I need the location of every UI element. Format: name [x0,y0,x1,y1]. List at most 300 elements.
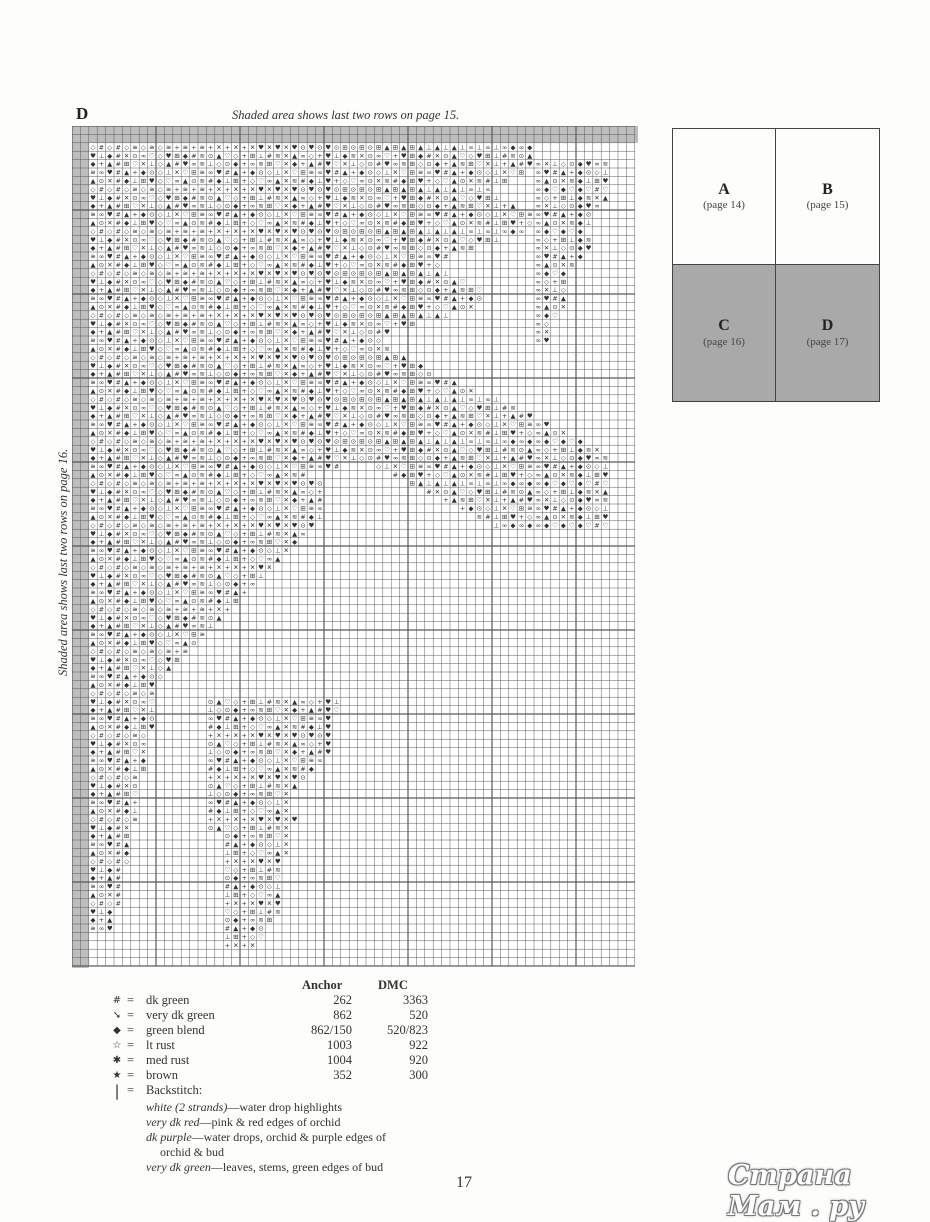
chart-symbol: ≋ [199,378,205,387]
chart-symbol: ◆ [544,227,550,236]
chart-symbol: ✕ [249,185,256,194]
chart-symbol: ≋ [132,689,138,698]
chart-symbol: ♡ [132,370,138,379]
chart-symbol: + [443,454,449,463]
chart-symbol: ⊥ [132,555,138,563]
chart-symbol: ♥ [510,219,516,227]
chart-symbol: ♡ [132,538,138,547]
chart-symbol: ◇ [544,193,550,202]
chart-symbol: ✕ [266,773,273,782]
chart-symbol: ✕ [468,471,474,479]
chart-symbol: ♡ [165,639,172,647]
chart-symbol: ≋ [476,177,483,185]
chart-symbol: ◇ [266,168,272,177]
chart-symbol: ◇ [560,160,566,169]
chart-symbol: ◆ [250,210,256,219]
chart-symbol: ✕ [216,815,222,824]
chart-symbol: ♥ [417,387,424,395]
chart-symbol: ✕ [392,420,399,429]
chart-symbol: ✕ [233,731,239,740]
chart-symbol: ⊥ [224,597,231,605]
chart-symbol: # [115,177,121,185]
chart-symbol: ⊙ [224,454,231,463]
chart-symbol: ✕ [434,487,441,496]
chart-symbol: ⊙ [224,790,231,799]
chart-symbol: ✕ [283,412,289,421]
chart-symbol: ◆ [90,202,96,211]
chart-symbol: ✕ [560,303,567,311]
chart-symbol: ⊙ [333,353,340,362]
chart-symbol: ✕ [174,630,180,639]
chart-symbol: ⊞ [249,907,256,916]
chart-symbol: ⊞ [140,597,147,605]
chart-symbol: ✕ [216,773,222,782]
chart-symbol: ◆ [90,328,96,337]
chart-symbol: ✕ [107,681,113,689]
chart-symbol: ◆ [216,177,222,185]
chart-symbol: ⊙ [207,319,214,328]
chart-symbol: ⊙ [224,244,231,253]
chart-symbol: ♡ [224,235,231,244]
chart-symbol: ◆ [418,445,424,454]
chart-symbol: ⊙ [317,353,323,362]
chart-symbol: ♥ [325,723,332,731]
very-dk-green-symbol-icon: ➘ [112,1010,122,1021]
chart-symbol: ♥ [90,277,96,286]
chart-symbol: ◇ [250,345,256,353]
chart-symbol: ⊞ [594,177,600,185]
chart-symbol: ◇ [157,563,163,572]
chart-symbol: ≋ [275,529,281,538]
chart-symbol: ≋ [199,580,205,589]
chart-symbol: + [174,143,180,152]
chart-symbol: ◇ [418,412,424,421]
chart-symbol: ⊙ [333,311,340,320]
chart-symbol: ▲ [308,748,314,757]
page-number: 17 [456,1174,472,1191]
chart-symbol: ⊙ [569,160,575,169]
chart-symbol: # [174,622,180,631]
chart-symbol: ✕ [140,370,147,379]
chart-symbol: ⊞ [174,235,180,244]
chart-symbol: ⊙ [367,345,373,353]
chart-symbol: ♥ [90,655,96,664]
chart-symbol: ⊙ [132,445,138,454]
chart-symbol: ◇ [308,445,314,454]
chart-symbol: ∞ [535,227,541,236]
chart-symbol: ◇ [140,689,146,698]
chart-symbol: + [241,319,247,328]
chart-symbol: ⊞ [174,655,180,664]
chart-symbol: ♡ [182,420,189,429]
chart-symbol: ✕ [468,387,474,395]
chart-symbol: ◇ [434,261,440,269]
chart-symbol: ◇ [107,647,113,656]
chart-symbol: # [115,227,121,236]
chart-symbol: ▲ [90,219,96,227]
chart-symbol: ⊞ [174,277,180,286]
chart-symbol: ◇ [140,227,146,236]
chart-symbol: ∞ [468,143,474,152]
chart-symbol: ≋ [90,252,96,261]
chart-symbol: ◇ [342,261,348,269]
chart-symbol: ≋ [350,319,357,328]
chart-symbol: ✕ [560,471,567,479]
chart-symbol: ∞ [485,479,491,488]
chart-symbol: ♥ [585,454,592,463]
chart-symbol: ⊞ [409,235,415,244]
chart-symbol: ▲ [275,849,281,857]
chart-symbol: ◇ [124,521,130,530]
chart-symbol: ◇ [157,672,163,681]
chart-symbol: ✕ [174,546,180,555]
chart-symbol: + [518,429,525,437]
chart-symbol: ⊞ [359,395,365,404]
chart-symbol: ♥ [325,277,332,286]
chart-symbol: ⊞ [409,160,415,169]
chart-symbol: # [300,345,306,353]
chart-symbol: ⊞ [468,244,474,253]
chart-symbol: + [224,395,231,404]
chart-symbol: ∞ [535,420,541,429]
chart-symbol: ⊥ [98,235,105,244]
chart-symbol: ⊙ [367,269,373,278]
chart-symbol: ⊥ [258,865,264,874]
chart-symbol: ⊥ [350,328,357,337]
chart-symbol: ⊙ [132,277,138,286]
chart-symbol: ∞ [300,361,306,370]
chart-symbol: ⊞ [300,252,306,261]
chart-symbol: ♡ [182,546,189,555]
chart-symbol: ∞ [426,378,432,387]
chart-symbol: ◆ [544,521,550,530]
chart-symbol: ◆ [577,227,583,236]
chart-symbol: ∞ [249,706,256,715]
chart-symbol: ⊙ [224,496,231,505]
chart-symbol: ✕ [233,395,239,404]
chart-symbol: ⊥ [207,496,214,505]
chart-symbol: ◇ [485,504,491,513]
chart-symbol: ⊙ [350,269,357,278]
chart-symbol: ∞ [174,639,180,647]
chart-symbol: ⊞ [191,420,197,429]
chart-symbol: # [174,538,180,547]
key-page: (page 16) [703,335,745,348]
chart-symbol: ∞ [535,210,541,219]
chart-symbol: + [569,210,575,219]
chart-symbol: ✕ [283,832,289,841]
chart-symbol: ⊙ [367,336,373,345]
chart-symbol: + [224,353,231,362]
chart-symbol: ♥ [291,773,298,782]
chart-symbol: + [191,395,197,404]
chart-symbol: ≋ [401,286,407,295]
chart-symbol: ♡ [459,235,466,244]
chart-symbol: ♡ [400,294,407,303]
chart-symbol: ♡ [291,756,298,765]
chart-symbol: ≋ [291,723,298,731]
chart-symbol: ⊞ [594,513,600,521]
chart-symbol: ◇ [90,815,96,824]
chart-symbol: ≋ [308,168,315,177]
chart-symbol: # [333,378,340,387]
chart-symbol: ∞ [207,294,214,303]
chart-symbol: ✕ [594,445,600,454]
chart-symbol: ≋ [350,193,357,202]
chart-symbol: ◆ [107,403,113,412]
chart-symbol: ≋ [275,739,281,748]
chart-symbol: ◆ [216,261,222,269]
chart-symbol: ⊥ [493,210,500,219]
chart-symbol: + [241,454,247,463]
chart-symbol: ▲ [560,462,566,471]
chart-symbol: + [98,538,105,547]
chart-symbol: + [350,294,357,303]
dmc-number: 920 [409,1053,428,1067]
chart-symbol: # [426,445,432,454]
chart-symbol: ⊥ [426,437,432,446]
chart-symbol: ≋ [199,529,205,538]
chart-symbol: ∞ [300,151,306,160]
chart-symbol: # [485,471,491,479]
chart-symbol: ▲ [107,580,113,589]
chart-symbol: ⊙ [333,227,340,236]
chart-symbol: ♥ [258,521,264,530]
chart-symbol: ✕ [359,235,365,244]
chart-symbol: ◆ [90,454,96,463]
chart-symbol: ♡ [459,151,466,160]
chart-symbol: ♥ [543,504,550,513]
chart-symbol: ⊞ [140,681,147,689]
chart-symbol: # [333,252,340,261]
chart-symbol: ◇ [90,227,96,236]
dmc-header: DMC [378,978,408,992]
chart-symbol: ≋ [199,546,205,555]
chart-symbol: ♡ [350,261,357,269]
chart-symbol: + [132,504,138,513]
chart-symbol: ✕ [283,252,289,261]
chart-symbol: ∞ [535,286,541,295]
chart-symbol: + [224,941,231,950]
chart-symbol: ♥ [90,235,96,244]
chart-symbol: ⊥ [333,445,340,454]
chart-symbol: ∞ [426,252,432,261]
chart-symbol: + [300,748,306,757]
chart-symbol: ◆ [182,193,188,202]
chart-symbol: ⊥ [132,345,138,353]
chart-symbol: ≋ [90,462,96,471]
chart-symbol: ◇ [124,563,130,572]
chart-symbol: ♥ [106,714,113,723]
chart-symbol: ⊥ [98,613,105,622]
chart-symbol: # [207,303,214,311]
chart-symbol: ∞ [98,462,105,471]
chart-symbol: ⊞ [485,193,491,202]
chart-symbol: ⊞ [342,395,348,404]
chart-symbol: ◇ [418,286,424,295]
chart-symbol: ≋ [258,916,264,925]
chart-symbol: ⊞ [409,319,415,328]
chart-symbol: ≋ [275,907,281,916]
chart-symbol: # [115,328,121,337]
chart-symbol: ⊞ [266,328,273,337]
chart-symbol: ✕ [123,193,130,202]
chart-symbol: ♥ [325,303,332,311]
chart-symbol: ✕ [140,706,147,715]
chart-symbol: ◆ [577,235,583,244]
chart-symbol: ≋ [401,370,407,379]
chart-symbol: # [115,723,121,731]
chart-symbol: # [115,647,121,656]
chart-symbol: # [207,807,214,815]
chart-symbol: ∞ [359,345,365,353]
chart-symbol: + [191,185,197,194]
chart-symbol: ⊞ [233,219,239,227]
chart-symbol: ▲ [342,378,348,387]
chart-symbol: ⊥ [224,849,231,857]
chart-symbol: ∞ [300,235,306,244]
chart-symbol: ∞ [98,672,105,681]
chart-symbol: ◆ [233,160,239,169]
chart-symbol: # [317,370,323,379]
chart-symbol: ◆ [527,143,533,152]
chart-symbol: ✕ [123,403,130,412]
chart-symbol: ♥ [90,193,96,202]
chart-symbol: ≋ [132,143,138,152]
chart-symbol: ♥ [400,445,407,454]
chart-symbol: ⊞ [123,370,130,379]
chart-symbol: ◇ [157,605,163,614]
chart-symbol: ⊙ [300,311,306,320]
chart-symbol: ◆ [250,420,256,429]
chart-symbol: ∞ [535,336,541,345]
chart-symbol: ◆ [308,345,314,353]
chart-symbol: ⊙ [300,395,306,404]
chart-symbol: ⊥ [493,177,500,185]
side-shaded-note: Shaded area shows last two rows on page 16. [56,448,70,676]
chart-symbol: + [569,504,575,513]
chart-symbol: ⊥ [165,420,172,429]
chart-symbol: ◇ [233,571,239,580]
chart-symbol: ≋ [149,269,155,278]
chart-symbol: ≋ [182,437,189,446]
chart-symbol: ⊙ [207,361,214,370]
chart-symbol: + [241,513,247,521]
chart-symbol: # [115,563,121,572]
chart-symbol: # [224,798,231,807]
chart-symbol: # [115,891,121,899]
chart-symbol: ◆ [140,546,146,555]
chart-symbol: ∞ [392,412,399,421]
chart-symbol: ♥ [434,378,441,387]
chart-symbol: ◆ [182,613,188,622]
chart-symbol: # [115,252,121,261]
chart-symbol: ✕ [468,177,474,185]
chart-symbol: ◇ [157,378,163,387]
chart-symbol: ◇ [157,529,163,538]
chart-symbol: ⊙ [300,773,306,782]
chart-symbol: ∞ [191,622,197,631]
chart-symbol: ⊙ [258,924,264,933]
chart-symbol: ⊙ [367,227,373,236]
chart-symbol: ≋ [90,630,96,639]
chart-symbol: ♥ [400,277,407,286]
chart-symbol: ♡ [148,403,155,412]
chart-symbol: ✕ [501,168,508,177]
chart-symbol: ✕ [216,521,222,530]
chart-symbol: ⊥ [476,437,483,446]
chart-symbol: ∞ [191,454,197,463]
chart-symbol: ⊙ [443,193,449,202]
chart-symbol: ✕ [123,151,130,160]
chart-symbol: ♡ [224,739,231,748]
chart-symbol: ◇ [140,563,146,572]
chart-symbol: ▲ [166,622,172,631]
chart-symbol: # [375,202,382,211]
chart-symbol: ◇ [216,244,222,253]
chart-symbol: ∞ [359,177,365,185]
chart-symbol: ♡ [274,706,281,715]
chart-symbol: ≋ [90,378,96,387]
chart-symbol: ∞ [375,403,382,412]
chart-symbol: + [241,933,247,941]
chart-symbol: ✕ [283,756,289,765]
chart-symbol: ◇ [124,647,130,656]
chart-symbol: + [98,790,105,799]
chart-symbol: ∞ [191,202,197,211]
chart-symbol: ♥ [148,681,155,689]
chart-symbol: ⊙ [333,185,340,194]
chart-symbol: ⊙ [300,227,306,236]
chart-symbol: ◇ [157,655,163,664]
chart-symbol: ✕ [283,277,289,286]
chart-symbol: ⊥ [132,429,138,437]
chart-symbol: + [300,412,306,421]
chart-symbol: ♡ [291,714,298,723]
med-rust-symbol-icon: ✱ [112,1055,122,1066]
chart-symbol: ◇ [527,513,533,521]
chart-symbol: ⊞ [174,151,180,160]
chart-symbol: ▲ [451,412,457,421]
chart-symbol: ◇ [434,387,440,395]
chart-symbol: ⊥ [316,723,323,731]
chart-symbol: ✕ [283,790,289,799]
chart-symbol: ∞ [300,697,306,706]
chart-symbol: ⊞ [233,345,239,353]
chart-symbol: ∞ [207,378,214,387]
chart-symbol: ⊥ [552,496,558,505]
chart-symbol: ♥ [90,865,96,874]
chart-symbol: ⊥ [493,168,500,177]
chart-symbol: ◆ [216,513,222,521]
chart-symbol: ♥ [182,244,189,253]
chart-symbol: ◇ [157,454,163,463]
chart-symbol: ≋ [199,420,205,429]
chart-symbol: + [241,361,247,370]
chart-symbol: ✕ [140,328,147,337]
chart-symbol: ✕ [216,311,222,320]
chart-symbol: ⊙ [476,168,483,177]
chart-symbol: ⊥ [224,765,231,773]
chart-symbol: ◇ [90,395,96,404]
chart-symbol: ⊥ [585,513,592,521]
chart-symbol: ⊙ [367,353,373,362]
chart-symbol: ✕ [485,412,491,421]
chart-symbol: ✕ [249,479,256,488]
chart-symbol: ♥ [106,630,113,639]
chart-symbol: ▲ [124,546,130,555]
chart-symbol: ∞ [174,219,180,227]
